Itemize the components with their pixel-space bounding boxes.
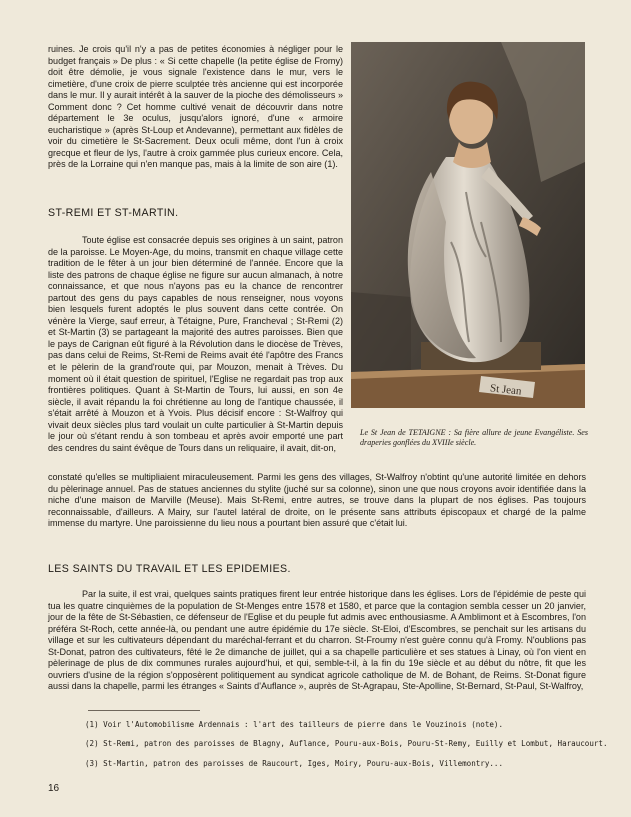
footnote-3: (3) St-Martin, patron des paroisses de Raucourt, Iges, Moiry, Pouru-aux-Bois, Villemontry...: [85, 758, 504, 768]
section2-paragraph: Par la suite, il est vrai, quelques saints pratiques firent leur entrée historique dans les églises. Lors de l'épidémie de peste qui tua les quatre cinquièmes de la population de St-Menges entre 1578 et 1580, et parce que la contagion sembla cesser un 20 janvier, jour de la fête de St-Sébastien, ce défenseur de l'Eglise et du peuple fut admis avec enthousiasme. A Amblimont et à Escombres, l'on préféra St-Roch, cette année-là, ou pendant une autre épidémie du 17e siècle. St-Eloi, d'Escombres, se penchait sur les artisans du village et sur les cultivateurs dépendant du maréchal-ferrant et du charron. St-Froumy n'est guère connu qu'à Fromy. N'oublions pas St-Donat, patron des cultivateurs, fêté le 2e dimanche de juillet, qui a sa chapelle particulière et ses statues à Linay, où l'on vient en pèlerinage de plus de dix communes rurales aujourd'hui, et qui, semble-t-il, à la fin du 19e siècle et au début du nôtre, fit que les ouvriers d'usine de la région s'opposèrent politiquement au syndicat agricole catholique de M. de Bohant, de Reims. St-Donat figure aussi dans la chapelle, parmi les étranges « Saints d'Auflance », auprès de St-Agrapau, Ste-Apolline, St-Bernard, St-Paul, St-Walfroy,: [48, 589, 586, 692]
statue-of-st-jean-image: [351, 42, 585, 408]
section1-continuation-paragraph: constaté qu'elles se multipliaient miraculeusement. Parmi les gens des villages, St-Walfroy n'obtint qu'une autorité limitée en dehors du pèlerinage annuel. Pas de statues anciennes du stylite (juché sur sa colonne), sinon une que nous croyons avoir identifiée dans la niche d'une maison de Marville (Meuse). Mais St-Remi, entre autres, se trouve dans la plupart de nos églises. Pas toujours reconnaissable, d'ailleurs. A Mairy, sur l'autel latéral de droite, on le présente sans attributs épiscopaux et chargé de la palme immense du martyre. Une paroissienne du lieu nous a pourtant bien assuré que c'était lui.: [48, 472, 586, 529]
section1-column: [48, 235, 343, 454]
footnotes: [85, 720, 608, 778]
section1-continuation: [48, 472, 586, 530]
section1-paragraph: Toute église est consacrée depuis ses origines à un saint, patron de la paroisse. Le Moyen-Age, du moins, transmit en chaque village cette tradition de le fêter à un jour bien déterminé de l'année. Encore que la liste des patrons de chaque église ne figure sur aucun almanach, à notre connaissance, et que nous n'ayons pas eu la chance de rencontrer partout des gens du pays capables de nous renseigner, nous voyons bien lesquels furent adoptés le plus souvent dans cette contrée. On vénère la Vierge, sauf erreur, à Tétaigne, Pure, Francheval ; St-Remi (2) et St-Martin (3) se partageant la majorité des autres paroisses. Bien que le pays de Carignan eût figuré à la Révolution dans le diocèse de Trèves, pas dans celui de Reims, St-Remi de Reims avait été l'apôtre des Francs et le pèlerin de la grand'route qui, par Mouzon, menait à Trèves. Du moment où il était question de spirituel, l'Eglise ne regardait pas trop aux frontières politiques. Quant à St-Martin de Tours, lui aussi, en son 4e siècle, il avait répandu la foi chrétienne au long de l'antique chaussée, il s'était arrêté à Mouzon et à Yvois. Plus décisif encore : St-Walfroy qui vivait deux siècles plus tard voulait un culte particulier à St-Martin depuis le jour où s'étant rendu à son tombeau et après avoir emporté une part des cendres du saint évêque de Tours dans un reliquaire, il avait, dit-on,: [48, 235, 343, 453]
statue-label: St Jean: [489, 382, 523, 398]
section-heading-saints-du-travail: LES SAINTS DU TRAVAIL ET LES EPIDEMIES.: [48, 563, 291, 575]
footnote-2: (2) St-Remi, patron des paroisses de Blagny, Auflance, Pouru-aux-Bois, Pouru-St-Remy, Euilly et Lombut, Haraucourt.: [85, 739, 608, 749]
footnote-1: (1) Voir l'Automobilisme Ardennais : l'art des tailleurs de pierre dans le Vouzinois (note).: [85, 720, 504, 729]
photo-caption: Le St Jean de TETAIGNE : Sa fière allure de jeune Evangéliste. Ses draperies gonflées du XVIIIe siècle.: [360, 428, 588, 447]
page-number: 16: [48, 783, 60, 794]
left-column: [48, 44, 343, 171]
intro-paragraph: ruines. Je crois qu'il n'y a pas de petites économies à négliger pour le budget français » De plus : « Si cette chapelle (la petite église de Fromy) doit être démolie, je vous signale l'existence dans le mur, vers le cimetière, d'une croix de pierre sculptée très ancienne qui est incorporée dans le mur. Il y aurait intérêt à la sauver de la pioche des démolisseurs » Comment donc ? Cet homme cultivé venait de découvrir dans notre département le 3e oculus, jusqu'alors ignoré, d'une « armoire eucharistique » (après St-Loup et Andevanne), permettant aux fidèles de voir du cimetière le St-Sacrement. Deux oculi même, dont l'un à croix grecque et fleur de lys, l'autre à croix gammée plus curieux encore. Cela, près de la Lorraine qui n'en manque pas, mais à la limite de son aire (1).: [48, 44, 343, 170]
statue-photo: [351, 42, 585, 408]
footnote-divider: [88, 710, 200, 711]
section-heading-st-remi: ST-REMI ET ST-MARTIN.: [48, 207, 179, 219]
section2-column: [48, 589, 586, 693]
